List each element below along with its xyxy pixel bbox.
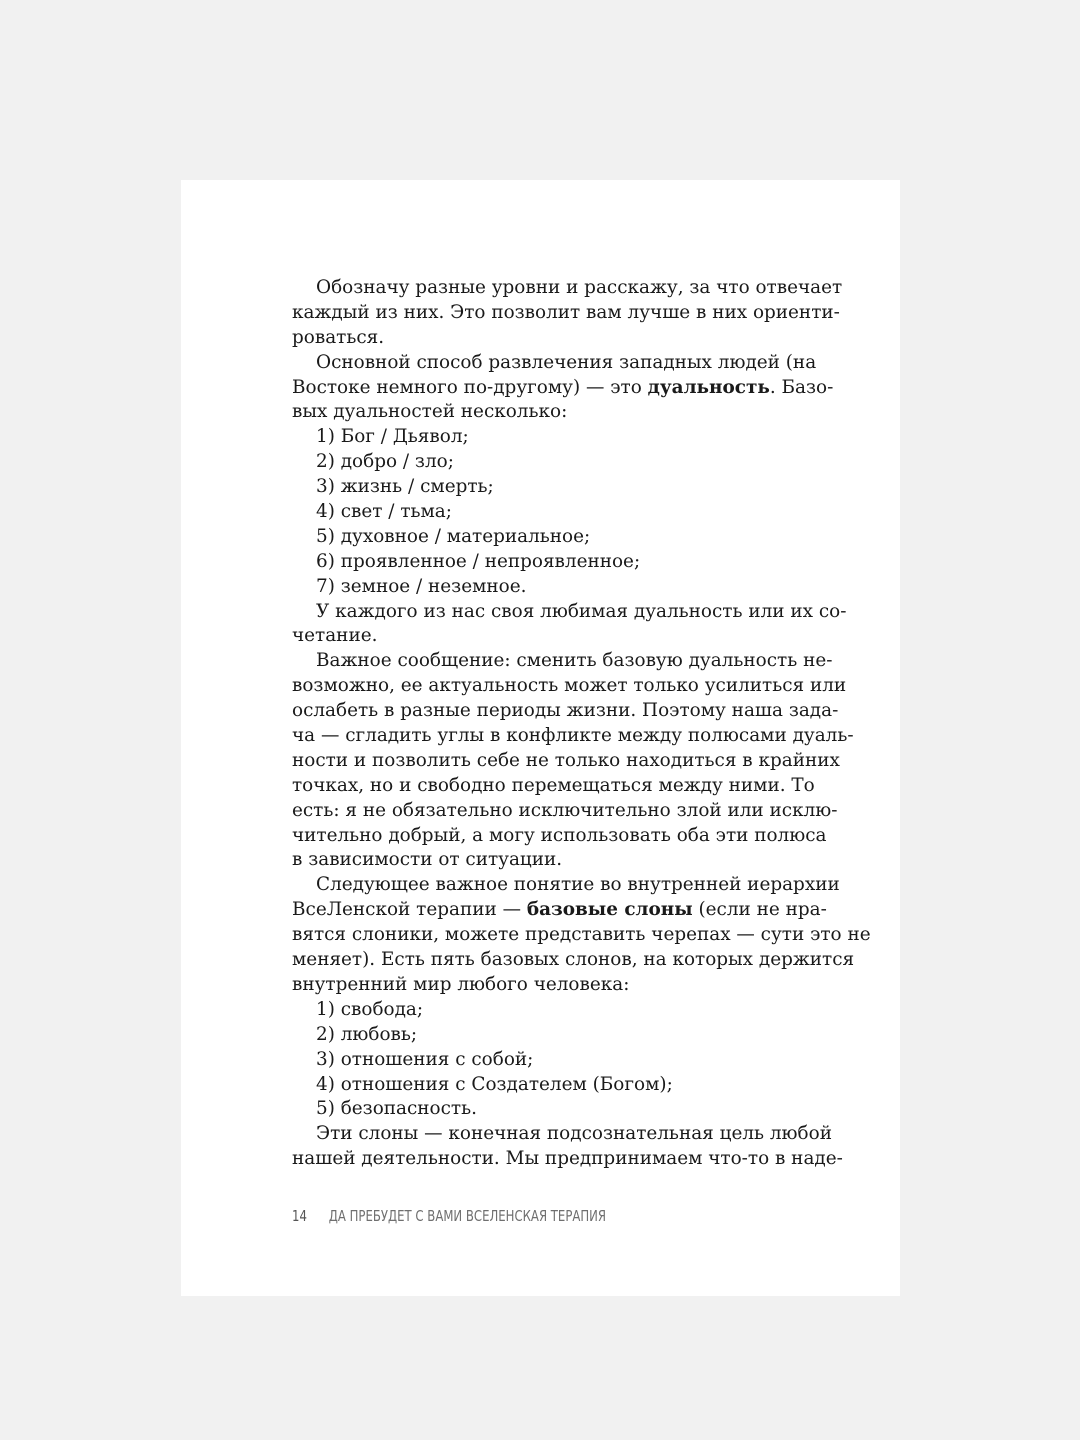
list-item: 5) духовное / материальное; [316, 525, 591, 547]
text-line: Обозначу разные уровни и расскажу, за что отвечает [316, 277, 843, 298]
page-number: 14 [292, 1207, 307, 1225]
list-item: 7) земное / неземное. [316, 575, 527, 597]
text-fragment: Востоке немного по-другому) — это [292, 376, 648, 398]
running-title: ДА ПРЕБУДЕТ С ВАМИ ВСЕЛЕНСКАЯ ТЕРАПИЯ [328, 1207, 607, 1225]
list-item: 3) жизнь / смерть; [316, 476, 494, 498]
list-item: 3) отношения с собой; [316, 1048, 534, 1070]
text-fragment: ВсеЛенской терапии — [292, 899, 527, 921]
text-line: нашей деятельности. Мы предпринимаем что-то в наде- [292, 1148, 843, 1170]
text-line: есть: я не обязательно исключительно злой или исклю- [292, 799, 838, 821]
text-line [292, 898, 827, 923]
list-item: 4) отношения с Создателем (Богом); [316, 1073, 673, 1095]
list-item: 1) свобода; [316, 998, 424, 1020]
text-line: роваться. [292, 326, 385, 348]
text-line [292, 376, 834, 401]
list-item: 2) добро / зло; [316, 451, 454, 473]
text-line: вых дуальностей несколько: [292, 401, 568, 423]
page-body [292, 276, 871, 1172]
text-line: ча — сгладить углы в конфликте между полюсами дуаль- [292, 725, 854, 747]
text-line: ности и позволить себе не только находиться в крайних [292, 749, 840, 771]
text-fragment: . Базо- [769, 376, 834, 398]
text-line: Следующее важное понятие во внутренней иерархии [316, 874, 840, 896]
page-footer [292, 1205, 606, 1227]
list-item: 2) любовь; [316, 1023, 418, 1045]
list-item: 6) проявленное / непроявленное; [316, 550, 641, 572]
text-line: каждый из них. Это позволит вам лучше в них ориенти- [292, 301, 840, 323]
text-line: точках, но и свободно перемещаться между ними. То [292, 774, 815, 796]
list-item: 4) свет / тьма; [316, 501, 452, 523]
text-line: ослабеть в разные периоды жизни. Поэтому наша зада- [292, 700, 839, 722]
text-line: вятся слоники, можете представить черепах — сути это не [292, 924, 871, 946]
text-line: Основной способ развлечения западных людей (на [316, 351, 817, 373]
text-line: меняет). Есть пять базовых слонов, на которых держится [292, 949, 855, 971]
text-line: внутренний мир любого человека: [292, 973, 630, 995]
term-duality: дуальность [647, 376, 770, 398]
text-line: Важное сообщение: сменить базовую дуальность не- [316, 650, 833, 672]
text-line: чительно добрый, а могу использовать оба эти полюса [292, 824, 827, 846]
text-line: возможно, ее актуальность может только усилиться или [292, 675, 847, 697]
text-line: четание. [292, 625, 378, 647]
text-line: У каждого из нас своя любимая дуальность или их со- [316, 600, 847, 622]
text-fragment: (если не нра- [692, 899, 827, 921]
list-item: 5) безопасность. [316, 1098, 477, 1120]
text-line: в зависимости от ситуации. [292, 849, 563, 871]
term-base-elephants: базовые слоны [526, 899, 693, 921]
text-line: Эти слоны — конечная подсознательная цель любой [316, 1123, 832, 1145]
list-item: 1) Бог / Дьявол; [316, 426, 469, 448]
